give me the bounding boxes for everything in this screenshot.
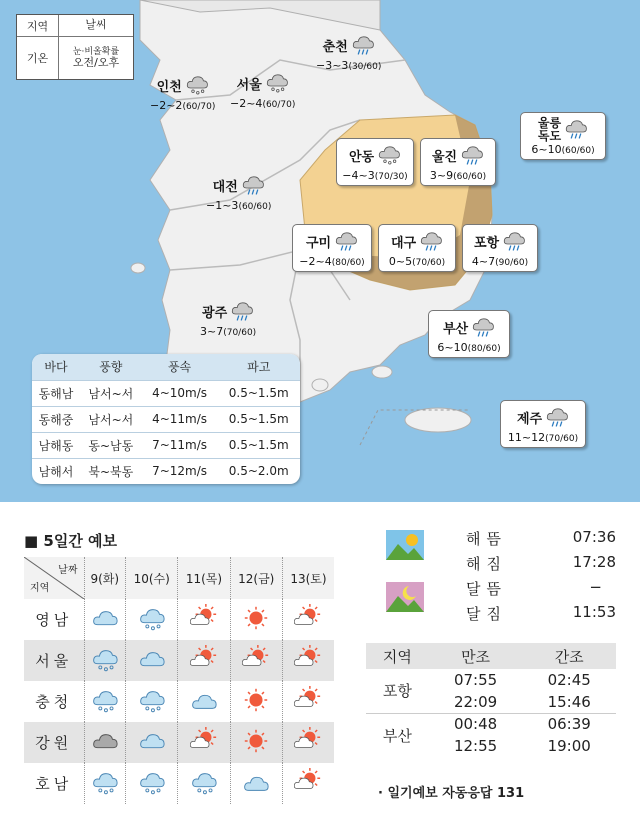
- city-prob: (70/60): [412, 258, 446, 268]
- tide-low: 02:45: [547, 671, 591, 689]
- sunny-cloud-icon: [230, 640, 282, 681]
- table-corner: [24, 557, 84, 599]
- cloudy-icon: [126, 640, 178, 681]
- city-busan: [428, 310, 510, 358]
- city-temp: −2~4: [299, 255, 332, 268]
- table-row: [32, 458, 300, 484]
- cloud-rain-icon: [545, 404, 569, 431]
- cloudy-icon: [84, 599, 126, 640]
- tide-high: 22:09: [453, 692, 498, 711]
- city-name: 인천: [156, 80, 182, 95]
- city-temp: −2~2: [150, 99, 183, 112]
- city-andong: [336, 138, 414, 186]
- city-temp: 6~10: [437, 341, 468, 354]
- five-day-table: [24, 557, 334, 804]
- table-row: [24, 763, 334, 804]
- sea-header: 풍향: [80, 354, 142, 380]
- city-temp: 4~7: [471, 255, 496, 268]
- partly-cloudy-icon: [230, 763, 282, 804]
- sea-cell: 남해서: [32, 458, 80, 484]
- city-name: 독도: [537, 128, 562, 143]
- date-header: 9(화): [84, 557, 126, 599]
- city-jeju: [500, 400, 586, 448]
- sunny-cloud-icon: [178, 599, 230, 640]
- cloud-rain-icon: [351, 32, 375, 59]
- date-header: 12(금): [230, 557, 282, 599]
- sunrise-sunset-icon: [386, 530, 424, 560]
- city-prob: (70/30): [374, 172, 408, 182]
- corner-region-label: 지역: [30, 583, 50, 594]
- tide-low: 15:46: [547, 692, 591, 711]
- region-name: 호남: [24, 763, 84, 804]
- legend-ampm-label: 오전/오후: [72, 55, 120, 69]
- city-name: 대구: [390, 236, 417, 251]
- dark-cloud-icon: [84, 722, 126, 763]
- tide-header: 간조: [522, 643, 616, 669]
- moonrise-label: 달뜸: [466, 580, 507, 598]
- cloud-rain-icon: [230, 298, 254, 325]
- tide-table: [366, 643, 616, 757]
- city-prob: (60/60): [238, 202, 272, 212]
- city-ulleung: [520, 112, 606, 160]
- city-gwangju: [200, 298, 256, 338]
- city-temp: −2~4: [230, 97, 263, 110]
- city-daejeon: [206, 172, 271, 212]
- sea-header: 바다: [32, 354, 80, 380]
- sea-cell: 동~남동: [80, 432, 142, 458]
- sunny-cloud-icon: [178, 722, 230, 763]
- city-prob: (80/60): [331, 258, 365, 268]
- cloud-snow-icon: [178, 763, 230, 804]
- sunny-cloud-icon: [282, 640, 334, 681]
- tide-header: 만조: [429, 643, 523, 669]
- table-row: [24, 599, 334, 640]
- table-row: [24, 722, 334, 763]
- table-row: [366, 669, 616, 691]
- tide-port: 포항: [382, 682, 412, 701]
- sunny-icon: [230, 599, 282, 640]
- city-prob: (60/70): [262, 100, 296, 110]
- tide-high: 12:55: [453, 737, 498, 755]
- sea-cell: 7~11m/s: [142, 432, 218, 458]
- cloud-snow-icon: [126, 599, 178, 640]
- sunset-time: 17:28: [572, 553, 616, 571]
- date-header: 11(목): [178, 557, 230, 599]
- tide-low: 19:00: [547, 737, 591, 755]
- city-chuncheon: [316, 32, 381, 72]
- sunny-cloud-icon: [282, 681, 334, 722]
- moonrise-time: −: [589, 578, 602, 596]
- city-pohang: [462, 224, 538, 272]
- sea-cell: 0.5~2.0m: [217, 458, 300, 484]
- table-row: [24, 640, 334, 681]
- city-prob: (30/60): [348, 62, 382, 72]
- region-name: 서울: [24, 640, 84, 681]
- cloud-snow-icon: [84, 681, 126, 722]
- city-name: 안동: [348, 150, 375, 165]
- region-name: 충청: [24, 681, 84, 722]
- cloud-rain-icon: [502, 228, 526, 255]
- tide-high: 07:55: [453, 671, 498, 689]
- sunny-cloud-icon: [282, 599, 334, 640]
- city-name: 울릉: [537, 115, 562, 130]
- sea-cell: 남해동: [32, 432, 80, 458]
- table-row: [32, 380, 300, 406]
- city-name: 포항: [473, 236, 500, 251]
- city-name: 울진: [431, 150, 458, 165]
- sea-forecast-table: [32, 354, 300, 484]
- cloud-snow-icon: [84, 763, 126, 804]
- legend-prob-label: 눈·비올확률: [72, 46, 120, 57]
- sea-cell: 동해중: [32, 406, 80, 432]
- partly-cloudy-icon: [178, 681, 230, 722]
- sea-cell: 0.5~1.5m: [217, 432, 300, 458]
- city-name: 부산: [442, 322, 469, 337]
- region-name: 영남: [24, 599, 84, 640]
- city-prob: (70/60): [545, 434, 579, 444]
- city-temp: −1~3: [206, 199, 239, 212]
- city-prob: (70/60): [223, 328, 257, 338]
- legend-region-label: 지역: [17, 15, 59, 36]
- city-incheon: [150, 72, 215, 112]
- city-temp: 0~5: [388, 255, 413, 268]
- date-header: 10(수): [126, 557, 178, 599]
- sea-header: 풍속: [142, 354, 218, 380]
- city-name: 대전: [212, 180, 238, 195]
- cloud-snow-icon: [265, 70, 289, 97]
- city-uljin: [420, 138, 496, 186]
- city-name: 구미: [305, 236, 332, 251]
- city-prob: (80/60): [467, 344, 501, 354]
- moonset-label: 달짐: [466, 605, 507, 623]
- cloud-rain-icon: [471, 314, 495, 341]
- city-prob: (60/60): [561, 146, 595, 156]
- sea-header: 파고: [217, 354, 300, 380]
- table-row: [24, 681, 334, 722]
- cloud-rain-icon: [564, 116, 588, 143]
- sunny-cloud-icon: [282, 763, 334, 804]
- city-prob: (60/60): [453, 172, 487, 182]
- city-name: 제주: [516, 412, 543, 427]
- cloud-snow-icon: [84, 640, 126, 681]
- tide-port: 부산: [366, 713, 429, 757]
- legend-temp-label: 기온: [17, 37, 59, 79]
- cloudy-icon: [126, 722, 178, 763]
- cloud-rain-icon: [241, 172, 265, 199]
- cloud-rain-icon: [334, 228, 358, 255]
- sunrise-time: 07:36: [572, 528, 616, 546]
- cloud-snow-icon: [126, 681, 178, 722]
- city-prob: (90/60): [495, 258, 529, 268]
- sea-cell: 동해남: [32, 380, 80, 406]
- city-temp: −3~3: [316, 59, 349, 72]
- sunrise-label: 해뜸: [466, 530, 507, 548]
- sun-moon-panel: [380, 528, 620, 628]
- sea-cell: 0.5~1.5m: [217, 380, 300, 406]
- city-gumi: [292, 224, 372, 272]
- cloud-snow-icon: [377, 142, 401, 169]
- region-name: 강원: [24, 722, 84, 763]
- sea-cell: 남서~서: [80, 406, 142, 432]
- city-seoul: [230, 70, 295, 110]
- city-temp: −4~3: [342, 169, 375, 182]
- city-temp: 6~10: [531, 143, 562, 156]
- tide-header: 지역: [366, 643, 429, 669]
- sunny-cloud-icon: [178, 640, 230, 681]
- corner-date-label: 날짜: [58, 565, 78, 576]
- tide-low: 06:39: [522, 713, 616, 735]
- city-temp: 11~12: [507, 431, 546, 444]
- sunset-label: 해짐: [466, 555, 507, 573]
- moonrise-moonset-icon: [386, 582, 424, 612]
- sea-cell: 7~12m/s: [142, 458, 218, 484]
- city-name: 광주: [202, 306, 228, 321]
- table-row: [32, 406, 300, 432]
- sea-cell: 북~북동: [80, 458, 142, 484]
- cloud-snow-icon: [126, 763, 178, 804]
- sea-cell: 4~10m/s: [142, 380, 218, 406]
- moonset-time: 11:53: [572, 603, 616, 621]
- city-name: 서울: [236, 78, 262, 93]
- sunny-icon: [230, 681, 282, 722]
- sea-cell: 남서~서: [80, 380, 142, 406]
- sunny-cloud-icon: [282, 722, 334, 763]
- five-day-title: ■ 5일간 예보: [24, 532, 118, 550]
- table-row: [32, 432, 300, 458]
- cloud-snow-icon: [185, 72, 209, 99]
- legend-weather-label: 날씨: [85, 18, 107, 32]
- map-legend: [16, 14, 134, 80]
- city-daegu: [378, 224, 456, 272]
- city-temp: 3~7: [200, 325, 224, 338]
- date-header: 13(토): [282, 557, 334, 599]
- tide-high: 00:48: [429, 713, 523, 735]
- auto-response-line: · 일기예보 자동응답 131: [378, 786, 525, 801]
- sea-cell: 4~11m/s: [142, 406, 218, 432]
- sea-cell: 0.5~1.5m: [217, 406, 300, 432]
- sunny-icon: [230, 722, 282, 763]
- city-prob: (60/70): [182, 102, 216, 112]
- city-name: 춘천: [322, 40, 348, 55]
- cloud-rain-icon: [419, 228, 443, 255]
- city-temp: 3~9: [429, 169, 454, 182]
- cloud-rain-icon: [460, 142, 484, 169]
- table-row: [366, 713, 616, 735]
